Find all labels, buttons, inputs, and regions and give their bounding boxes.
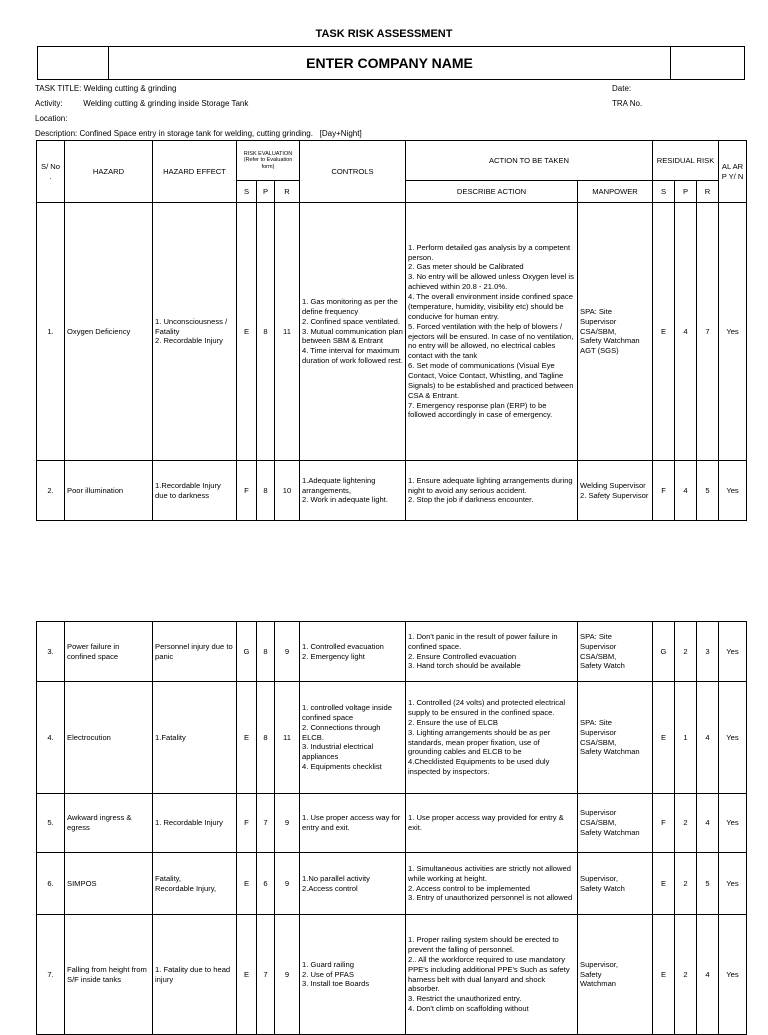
- hazard-effect-cell: [153, 915, 237, 1035]
- describe-action-cell: [406, 915, 578, 1035]
- probability-cell: 6: [257, 853, 275, 915]
- hazard-effect-cell: [153, 461, 237, 521]
- controls-cell-line: 3. Mutual communication plan between SBM & Entrant: [302, 326, 403, 346]
- controls-cell: [300, 461, 406, 521]
- table-row: [37, 461, 747, 521]
- manpower-cell-line: Safety Watch: [580, 883, 625, 893]
- describe-action-cell: [406, 461, 578, 521]
- describe-action-cell: [406, 794, 578, 853]
- alarp-cell: Yes: [719, 853, 747, 915]
- controls-cell-line: 1.No parallel activity: [302, 873, 370, 883]
- describe-action-cell-line: 5. Forced ventilation with the help of blowers / ejectors will be ensured. In case of no ventilation, no entry will be allowed, no electrical cables contact with the tank: [408, 321, 574, 361]
- hazard-effect-cell: [153, 794, 237, 853]
- severity-cell: G: [237, 622, 257, 682]
- severity-cell: E: [237, 203, 257, 461]
- residual-probability-cell: 4: [675, 203, 697, 461]
- manpower-cell: [578, 622, 653, 682]
- controls-cell-line: 2. Connections through ELCB.: [302, 722, 381, 742]
- residual-probability-cell: 1: [675, 682, 697, 794]
- manpower-cell-line: Safety: [580, 969, 602, 979]
- severity-cell: E: [237, 915, 257, 1035]
- company-name: ENTER COMPANY NAME: [306, 55, 473, 71]
- manpower-cell: [578, 794, 653, 853]
- manpower-cell-line: Supervisor: [580, 808, 617, 818]
- residual-severity-cell: E: [653, 203, 675, 461]
- describe-action-cell-line: 1. Don't panic in the result of power failure in confined space.: [408, 631, 558, 651]
- hazard-effect-cell: [153, 203, 237, 461]
- manpower-cell-line: CSA/SBM,: [580, 737, 617, 747]
- probability-cell: 8: [257, 622, 275, 682]
- manpower-cell-line: Safety Watchman: [580, 827, 640, 837]
- controls-cell-line: 2. Work in adequate light.: [302, 495, 388, 505]
- task-title-line: [35, 84, 176, 93]
- table-row: [37, 622, 747, 682]
- controls-cell-line: 1.Adequate lightening arrangements,: [302, 475, 376, 495]
- manpower-cell-line: AGT (SGS): [580, 346, 619, 356]
- logo-cell-left: [38, 47, 109, 79]
- shift-value: [Day+Night]: [319, 129, 362, 138]
- hazard-effect-cell-line: Recordable Injury,: [155, 883, 217, 893]
- describe-action-cell-line: 1. Simultaneous activities are strictly not allowed while working at height.: [408, 863, 571, 883]
- alarp-cell: Yes: [719, 461, 747, 521]
- describe-action-cell-line: 7. Emergency response plan (ERP) to be followed accordingly in case of emergency.: [408, 400, 553, 420]
- describe-action-cell-line: 1. Perform detailed gas analysis by a competent person.: [408, 242, 571, 262]
- table-row: [37, 794, 747, 853]
- col-sno: S/ No .: [37, 141, 65, 203]
- residual-severity-cell: F: [653, 794, 675, 853]
- hazard-effect-cell-line: 1.Recordable Injury due to darkness: [155, 480, 221, 500]
- manpower-cell: [578, 853, 653, 915]
- probability-cell: 7: [257, 915, 275, 1035]
- col-s: S: [237, 181, 257, 203]
- describe-action-cell-line: 1. Ensure adequate lighting arrangements during night to avoid any serious accident.: [408, 475, 573, 495]
- row-number: 3.: [37, 622, 65, 682]
- controls-cell-line: 2.Access control: [302, 883, 358, 893]
- manpower-cell-line: CSA/SBM,: [580, 818, 617, 828]
- residual-risk-cell: 3: [697, 622, 719, 682]
- risk-cell: 9: [275, 622, 300, 682]
- logo-cell-right: [670, 47, 744, 79]
- describe-action-cell-line: 4.Checklisted Equipments to be used duly inspected by inspectors.: [408, 757, 550, 777]
- manpower-cell-line: 2. Safety Supervisor: [580, 490, 649, 500]
- hazard-cell: Oxygen Deficiency: [65, 203, 153, 461]
- table-row: [37, 853, 747, 915]
- activity-label: Activity:: [35, 99, 63, 108]
- residual-risk-cell: 7: [697, 203, 719, 461]
- col-controls: CONTROLS: [300, 141, 406, 203]
- describe-action-cell: [406, 853, 578, 915]
- probability-cell: 7: [257, 794, 275, 853]
- col-alarp: AL AR P Y/ N: [719, 141, 747, 203]
- controls-cell-line: 1. Gas monitoring as per the define frequency: [302, 296, 398, 316]
- describe-action-cell-line: 1. Controlled (24 volts) and protected electrical supply to be ensured in the confined space.: [408, 698, 566, 717]
- tra-label: TRA No.: [612, 99, 643, 108]
- table-row: [37, 915, 747, 1035]
- describe-action-cell-line: 3. Hand torch should be available: [408, 661, 521, 671]
- controls-cell-line: 1. Controlled evacuation: [302, 641, 384, 651]
- activity-line: [35, 99, 248, 108]
- hazard-cell: Falling from height from S/F inside tanks: [65, 915, 153, 1035]
- residual-probability-cell: 4: [675, 461, 697, 521]
- manpower-cell-line: SPA: Site Supervisor: [580, 306, 617, 326]
- describe-action-cell: [406, 682, 578, 794]
- alarp-cell: Yes: [719, 203, 747, 461]
- alarp-cell: Yes: [719, 794, 747, 853]
- residual-severity-cell: F: [653, 461, 675, 521]
- residual-probability-cell: 2: [675, 794, 697, 853]
- hazard-cell: SIMPOS: [65, 853, 153, 915]
- row-number: 7.: [37, 915, 65, 1035]
- manpower-cell-line: Safety Watchman: [580, 336, 640, 346]
- hazard-effect-cell-line: Fatality,: [155, 873, 182, 883]
- controls-cell: [300, 203, 406, 461]
- residual-severity-cell: E: [653, 682, 675, 794]
- col-residual-risk: RESIDUAL RISK: [653, 141, 719, 181]
- risk-cell: 10: [275, 461, 300, 521]
- company-box: [37, 46, 745, 80]
- risk-cell: 11: [275, 682, 300, 794]
- probability-cell: 8: [257, 461, 275, 521]
- col-r: R: [275, 181, 300, 203]
- manpower-cell-line: Watchman: [580, 979, 617, 989]
- residual-severity-cell: G: [653, 622, 675, 682]
- row-number: 1.: [37, 203, 65, 461]
- manpower-cell-line: SPA: Site Supervisor: [580, 631, 617, 651]
- residual-severity-cell: E: [653, 853, 675, 915]
- describe-action-cell-line: 2. Ensure Controlled evacuation: [408, 651, 517, 661]
- col-manpower: MANPOWER: [578, 181, 653, 203]
- manpower-cell-line: CSA/SBM,: [580, 651, 617, 661]
- col-action-to-be-taken: ACTION TO BE TAKEN: [406, 141, 653, 181]
- hazard-cell: Electrocution: [65, 682, 153, 794]
- hazard-effect-cell-line: 1. Recordable Injury: [155, 818, 223, 828]
- col-residual-r: R: [697, 181, 719, 203]
- describe-action-cell-line: 4. Don't climb on scaffolding without: [408, 1004, 529, 1014]
- manpower-cell: [578, 203, 653, 461]
- hazard-cell: Awkward ingress & egress: [65, 794, 153, 853]
- residual-probability-cell: 2: [675, 853, 697, 915]
- row-number: 6.: [37, 853, 65, 915]
- residual-severity-cell: E: [653, 915, 675, 1035]
- controls-cell-line: 1. Use proper access way for entry and exit.: [302, 813, 401, 832]
- manpower-cell: [578, 915, 653, 1035]
- probability-cell: 8: [257, 682, 275, 794]
- manpower-cell: [578, 682, 653, 794]
- risk-cell: 11: [275, 203, 300, 461]
- controls-cell-line: 2. Confined space ventilated.: [302, 316, 400, 326]
- description-value: Confined Space entry in storage tank for welding, cutting grinding.: [79, 129, 313, 138]
- describe-action-cell: [406, 203, 578, 461]
- manpower-cell: [578, 461, 653, 521]
- hazard-effect-cell-line: 1.Fatality: [155, 732, 186, 742]
- severity-cell: F: [237, 461, 257, 521]
- controls-cell: [300, 794, 406, 853]
- describe-action-cell-line: 6. Set mode of communications (Visual Eye Contact, Voice Contact, Whistling, and Tagline Signals) to be established and practiced between CSA & Entrant.: [408, 361, 574, 400]
- col-risk-evaluation: RISK EVALUATION (Refer to Evaluation form): [237, 141, 300, 181]
- describe-action-cell: [406, 622, 578, 682]
- controls-cell-line: 3. Install toe Boards: [302, 979, 370, 989]
- describe-action-cell-line: 1. Use proper access way provided for entry & exit.: [408, 813, 564, 832]
- risk-cell: 9: [275, 794, 300, 853]
- row-number: 2.: [37, 461, 65, 521]
- severity-cell: F: [237, 794, 257, 853]
- controls-cell-line: 4. Time interval for maximum duration of work followed rest.: [302, 346, 403, 366]
- probability-cell: 8: [257, 203, 275, 461]
- risk-table-page-2: [36, 621, 747, 1035]
- controls-cell: [300, 915, 406, 1035]
- risk-cell: 9: [275, 853, 300, 915]
- task-title-label: TASK TITLE:: [35, 84, 82, 93]
- activity-value: Welding cutting & grinding inside Storage Tank: [83, 99, 249, 108]
- task-title-value: Welding cutting & grinding: [83, 84, 177, 93]
- location-label: Location:: [35, 114, 68, 123]
- row-number: 4.: [37, 682, 65, 794]
- hazard-effect-cell: [153, 682, 237, 794]
- alarp-cell: Yes: [719, 682, 747, 794]
- describe-action-cell-line: 2. Gas meter should be Calibrated: [408, 262, 524, 272]
- describe-action-cell-line: 1. Proper railing system should be erected to prevent the falling of personnel.: [408, 935, 559, 954]
- residual-probability-cell: 2: [675, 915, 697, 1035]
- col-describe-action: DESCRIBE ACTION: [406, 181, 578, 203]
- describe-action-cell-line: 2. Access control to be implemented: [408, 883, 530, 893]
- describe-action-cell-line: 4. The overall environment inside confined space (temperature, humidity, visibility etc) should be conducive for human entry.: [408, 292, 573, 321]
- hazard-effect-cell: [153, 853, 237, 915]
- manpower-cell-line: Supervisor,: [580, 959, 618, 969]
- document-title: TASK RISK ASSESSMENT: [315, 28, 453, 40]
- hazard-cell: Power failure in confined space: [65, 622, 153, 682]
- controls-cell-line: 2. Use of PFAS: [302, 969, 354, 979]
- hazard-effect-cell: [153, 622, 237, 682]
- residual-risk-cell: 4: [697, 794, 719, 853]
- residual-risk-cell: 5: [697, 853, 719, 915]
- alarp-cell: Yes: [719, 915, 747, 1035]
- describe-action-cell-line: 3. Restrict the unauthorized entry.: [408, 994, 522, 1004]
- risk-table-page-1: [36, 140, 747, 521]
- controls-cell: [300, 622, 406, 682]
- severity-cell: E: [237, 682, 257, 794]
- residual-risk-cell: 4: [697, 915, 719, 1035]
- residual-risk-cell: 4: [697, 682, 719, 794]
- description-label: Description:: [35, 129, 78, 138]
- severity-cell: E: [237, 853, 257, 915]
- controls-cell: [300, 682, 406, 794]
- col-residual-s: S: [653, 181, 675, 203]
- describe-action-cell-line: 3. Entry of unauthorized personnel is not allowed: [408, 893, 573, 903]
- col-hazard: HAZARD: [65, 141, 153, 203]
- describe-action-cell-line: 2.. All the workforce required to use mandatory PPE's including additional PPE's Such as safety harness belt with dual lanyard and shock absorber.: [408, 954, 570, 994]
- manpower-cell-line: Safety Watch: [580, 661, 625, 671]
- alarp-cell: Yes: [719, 622, 747, 682]
- table-row: [37, 682, 747, 794]
- manpower-cell-line: Supervisor,: [580, 873, 618, 883]
- hazard-effect-cell-line: Personnel injury due to panic: [155, 641, 233, 661]
- controls-cell-line: 2. Emergency light: [302, 651, 365, 661]
- manpower-cell-line: Welding Supervisor: [580, 480, 646, 490]
- manpower-cell-line: CSA/SBM,: [580, 326, 617, 336]
- residual-probability-cell: 2: [675, 622, 697, 682]
- describe-action-cell-line: 2. Ensure the use of ELCB: [408, 717, 498, 727]
- controls-cell-line: 4. Equipments checklist: [302, 762, 382, 772]
- manpower-cell-line: Safety Watchman: [580, 747, 640, 757]
- manpower-cell-line: SPA: Site Supervisor: [580, 717, 617, 737]
- hazard-effect-cell-line: 2. Recordable Injury: [155, 336, 223, 346]
- hazard-effect-cell-line: 1. Fatality due to head injury: [155, 964, 231, 984]
- col-residual-p: P: [675, 181, 697, 203]
- controls-cell-line: 1. Guard railing: [302, 959, 354, 969]
- risk-cell: 9: [275, 915, 300, 1035]
- controls-cell-line: 1. controlled voltage inside confined space: [302, 702, 392, 722]
- describe-action-cell-line: 2. Stop the job if darkness encounter.: [408, 495, 534, 505]
- col-p: P: [257, 181, 275, 203]
- hazard-cell: Poor illumination: [65, 461, 153, 521]
- date-label: Date:: [612, 84, 632, 93]
- controls-cell: [300, 853, 406, 915]
- hazard-effect-cell-line: 1. Unconsciousness / Fatality: [155, 316, 228, 336]
- describe-action-cell-line: 3. No entry will be allowed unless Oxygen level is achieved within 20.8 - 21.0%.: [408, 272, 574, 292]
- residual-risk-cell: 5: [697, 461, 719, 521]
- row-number: 5.: [37, 794, 65, 853]
- controls-cell-line: 3. Industrial electrical appliances: [302, 742, 374, 762]
- col-hazard-effect: HAZARD EFFECT: [153, 141, 237, 203]
- description-line: [35, 129, 362, 138]
- describe-action-cell-line: 3. Lighting arrangements should be as per standards, mean proper fixation, use of grounding cables and ELCB to be: [408, 727, 551, 757]
- table-row: [37, 203, 747, 461]
